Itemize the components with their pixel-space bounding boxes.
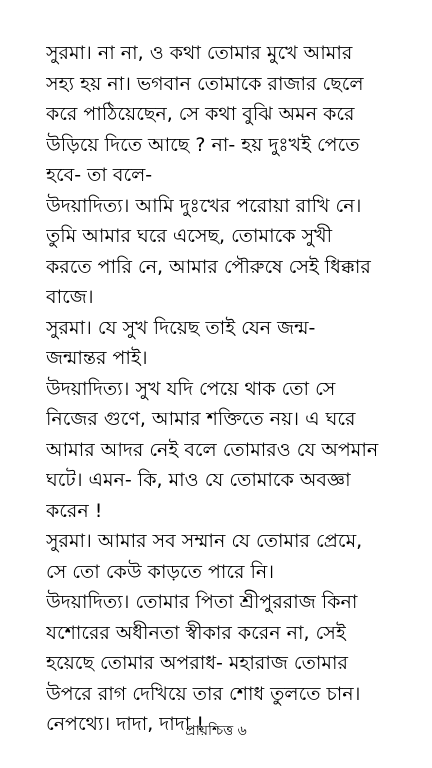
text-line: করে পাঠিয়েছেন, সে কথা বুঝি অমন করে <box>46 103 355 125</box>
page-footer: প্রায়শ্চিত্ত ৬ <box>185 723 247 739</box>
dialogue-text <box>46 38 386 740</box>
text-line: সুরমা। যে সুখ দিয়েছ তাই যেন জন্ম- <box>46 316 316 339</box>
text-line: করেন ! <box>46 499 103 522</box>
text-line: উদয়াদিত্য। তোমার পিতা শ্রীপুররাজ কিনা <box>46 591 358 613</box>
text-line: জন্মান্তর পাই। <box>46 347 148 369</box>
text-line: ঘটে। এমন- কি, মাও যে তোমাকে অবজ্ঞা <box>46 469 351 491</box>
text-line: নেপথ্যে। দাদা, দাদা ! <box>46 713 204 735</box>
text-line: তুমি আমার ঘরে এসেছ, তোমাকে সুখী <box>46 225 333 247</box>
text-line: সুরমা। না না, ও কথা তোমার মুখে আমার <box>46 42 353 64</box>
text-line: নিজের গুণে, আমার শক্তিতে নয়। এ ঘরে <box>46 408 356 430</box>
text-line: উদয়াদিত্য। সুখ যদি পেয়ে থাক তো সে <box>46 377 336 400</box>
text-line: হবে- তা বলে- <box>46 164 153 186</box>
text-line: আমার আদর নেই বলে তোমারও যে অপমান <box>46 438 379 461</box>
text-line: যশোরের অধীনতা স্বীকার করেন না, সেই <box>46 621 346 644</box>
text-line: সুরমা। আমার সব সম্মান যে তোমার প্রেমে, <box>46 530 363 552</box>
text-line: হয়েছে তোমার অপরাধ- মহারাজ তোমার <box>46 652 348 674</box>
text-line: বাজে। <box>46 286 94 308</box>
text-line: সে তো কেউ কাড়তে পারে নি। <box>46 560 275 583</box>
text-line: করতে পারি নে, আমার পৌরুষে সেই ধিক্কার <box>46 255 371 278</box>
text-line: উদয়াদিত্য। আমি দুঃখের পরোয়া রাখি নে। <box>46 194 362 217</box>
text-line: উপরে রাগ দেখিয়ে তার শোধ তুলতে চান। <box>46 682 361 705</box>
text-line: সহ্য হয় না। ভগবান তোমাকে রাজার ছেলে <box>46 72 364 95</box>
text-line: উড়িয়ে দিতে আছে ? না- হয় দুঃখই পেতে <box>46 133 360 156</box>
